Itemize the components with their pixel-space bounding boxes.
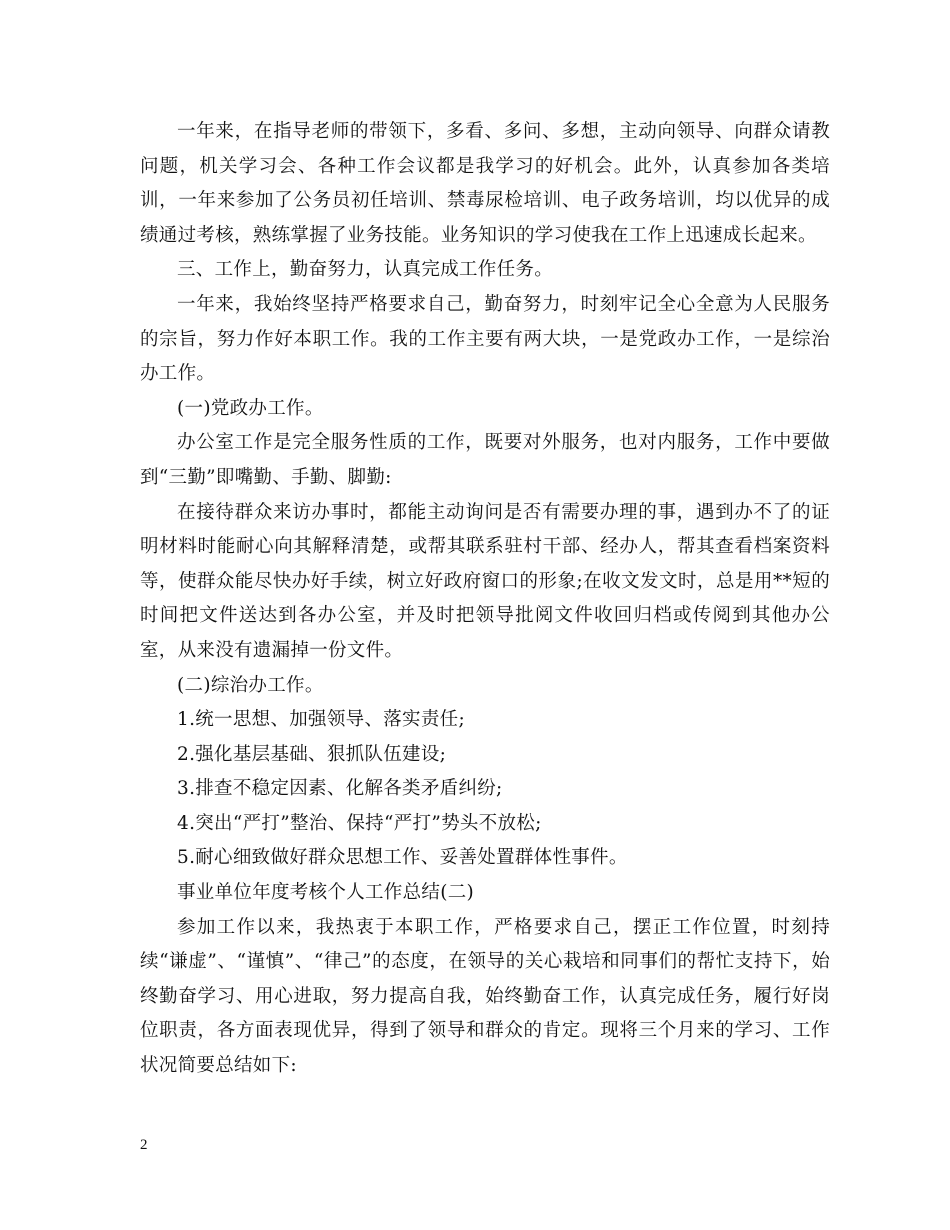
- list-item: 4.突出“严打”整治、保持“严打”势头不放松;: [177, 812, 542, 834]
- list-item: 2.强化基层基础、狠抓队伍建设;: [177, 743, 447, 765]
- list-item: 5.耐心细致做好群众思想工作、妥善处置群体性事件。: [177, 847, 628, 869]
- subheading-party-office: (一)党政办工作。: [177, 397, 324, 419]
- paragraph-reception-documents: 在接待群众来访办事时，都能主动询问是否有需要办理的事，遇到办不了的证明材料时能耐心向其解释清楚，或帮其联系驻村干部、经办人，帮其查看档案资料等，使群众能尽快办好手续，树立好政府窗口的形象;在收文发文时，总是用**短的时间把文件送达到各办公室，并及时把领导批阅文件收回归档或传阅到其他办公室，从来没有遗漏掉一份文件。: [140, 501, 830, 661]
- subheading-comprehensive-office: (二)综治办工作。: [177, 674, 324, 696]
- paragraph-study-training: 一年来，在指导老师的带领下，多看、多问、多想，主动向领导、向群众请教问题，机关学习会、各种工作会议都是我学习的好机会。此外，认真参加各类培训，一年来参加了公务员初任培训、禁毒尿检培训、电子政务培训，均以优异的成绩通过考核，熟练掌握了业务技能。业务知识的学习使我在工作上迅速成长起来。: [140, 121, 830, 246]
- paragraph-work-overview: 一年来，我始终坚持严格要求自己，勤奋努力，时刻牢记全心全意为人民服务的宗旨，努力作好本职工作。我的工作主要有两大块，一是党政办工作，一是综治办工作。: [140, 293, 830, 385]
- list-item: 1.统一思想、加强领导、落实责任;: [177, 709, 465, 731]
- page-number: 2: [140, 1137, 148, 1153]
- list-item: 3.排查不稳定因素、化解各类矛盾纠纷;: [177, 778, 503, 800]
- section-title-summary-two: 事业单位年度考核个人工作总结(二): [177, 882, 475, 904]
- section-heading-work: 三、工作上，勤奋努力，认真完成工作任务。: [177, 259, 554, 281]
- paragraph-office-service: 办公室工作是完全服务性质的工作，既要对外服务，也对内服务，工作中要做到“三勤”即嘴勤、手勤、脚勤:: [140, 432, 830, 488]
- document-body: [140, 115, 830, 1084]
- paragraph-summary-intro: 参加工作以来，我热衷于本职工作，严格要求自己，摆正工作位置，时刻持续“谦虚”、“谨慎”、“律己”的态度，在领导的关心栽培和同事们的帮忙支持下，始终勤奋学习、用心进取，努力提高自我，始终勤奋工作，认真完成任务，履行好岗位职责，各方面表现优异，得到了领导和群众的肯定。现将三个月来的学习、工作状况简要总结如下:: [140, 916, 830, 1077]
